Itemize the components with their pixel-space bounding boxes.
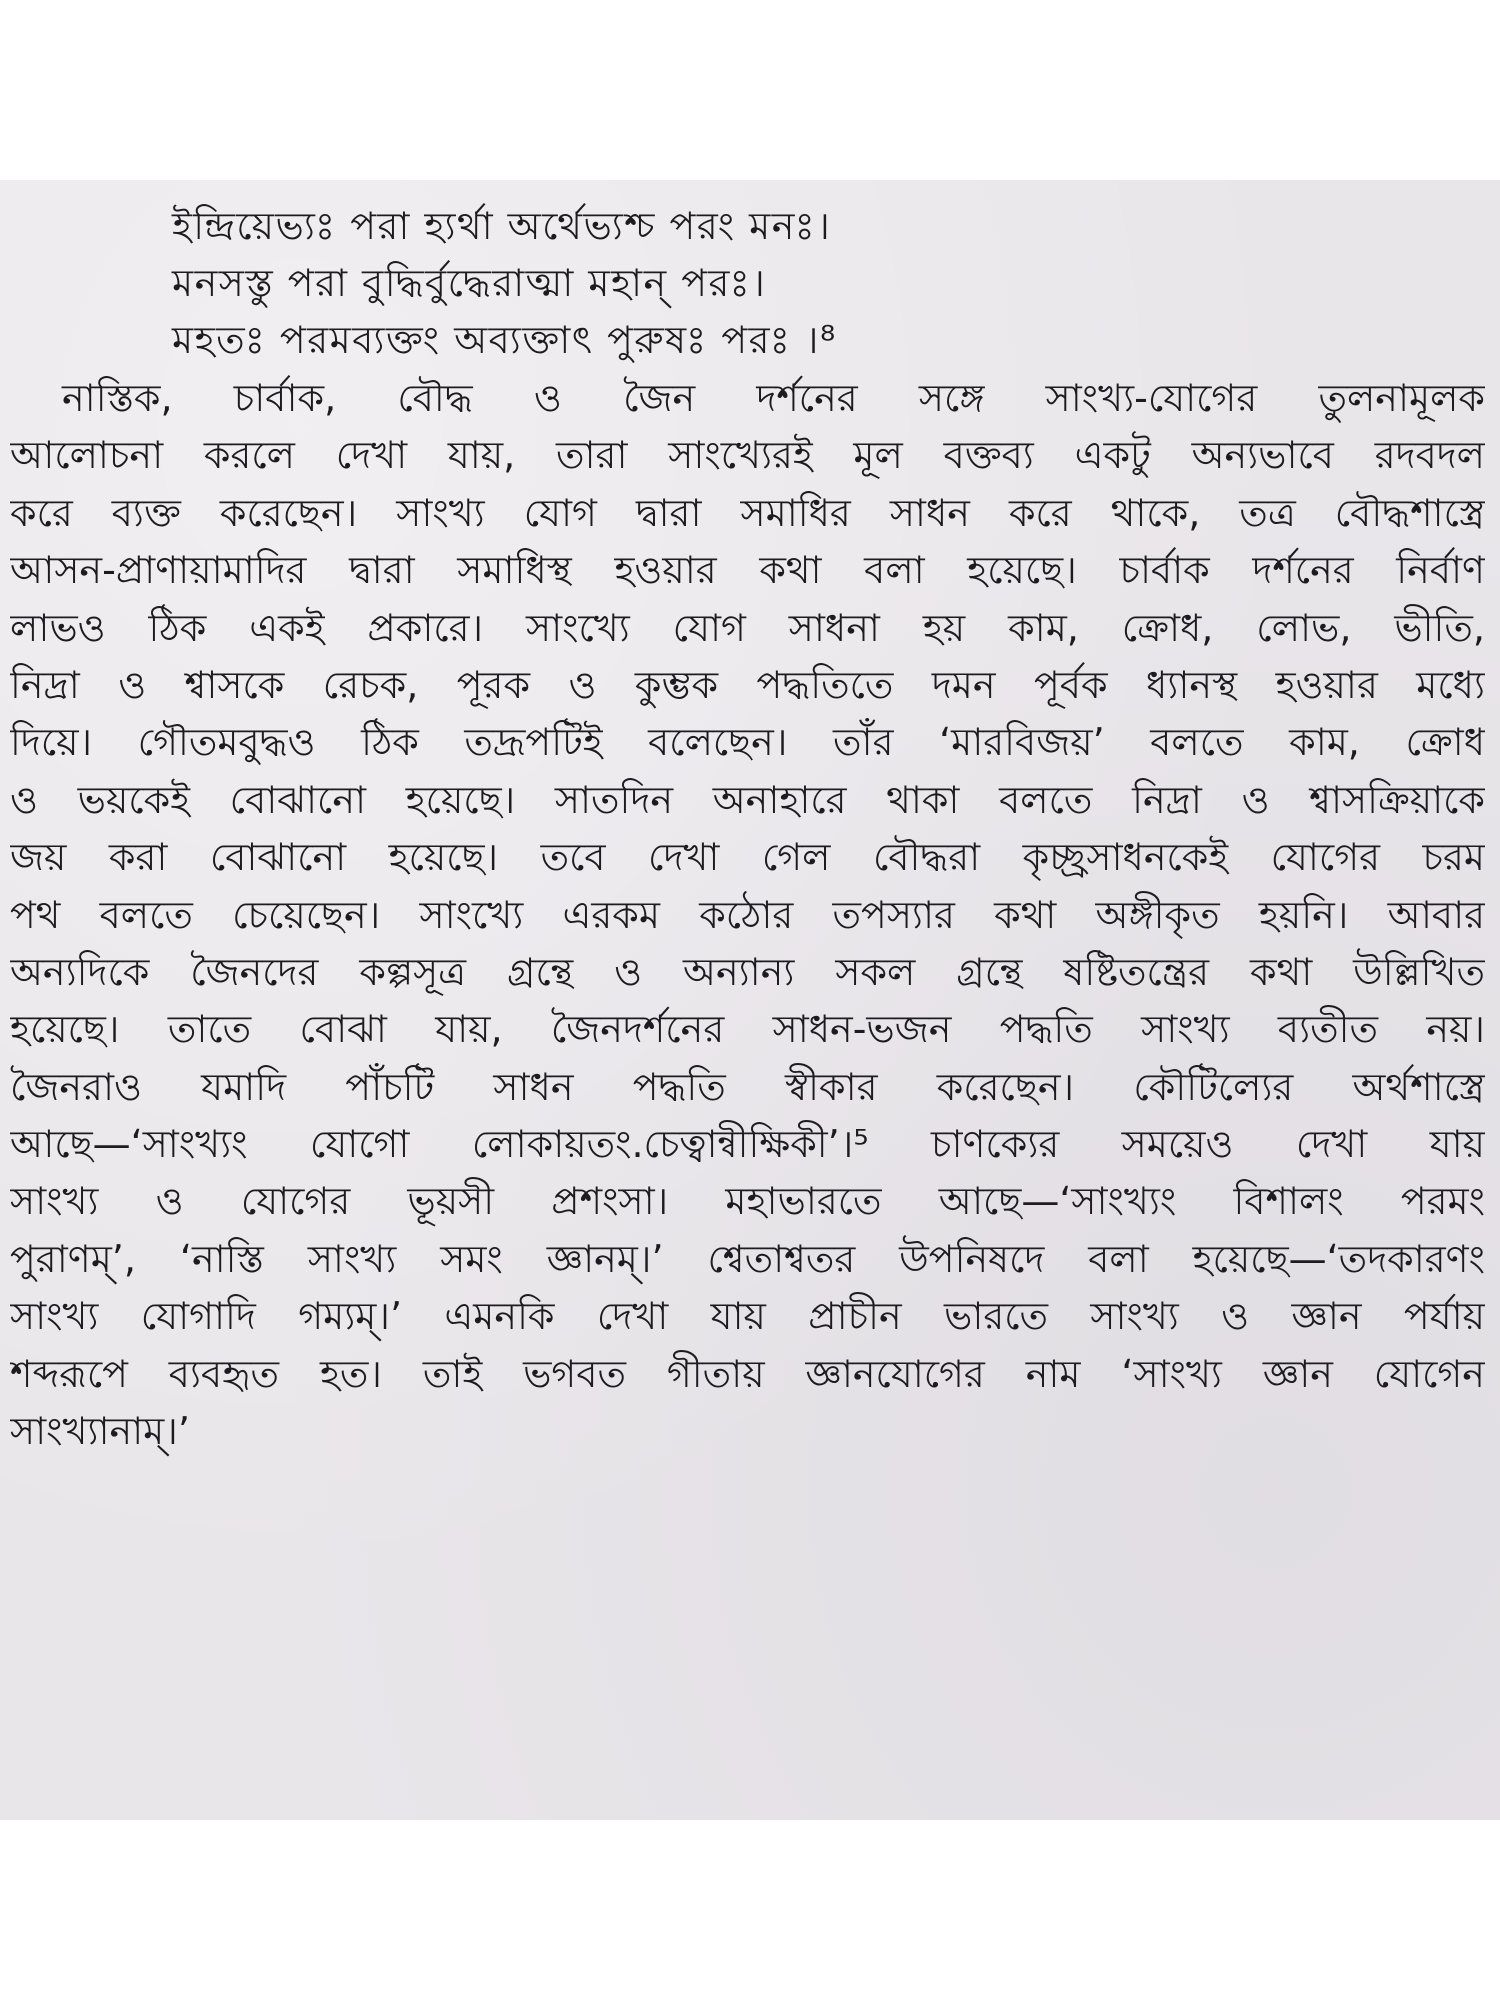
text-line: সাংখ্য যোগাদি গম্যম্।’ এমনকি দেখা যায় প্রাচীন ভারতে সাংখ্য ও জ্ঞান পর্যায় [10,1294,1485,1339]
text-line: নাস্তিক, চার্বাক, বৌদ্ধ ও জৈন দর্শনের সঙ্গে সাংখ্য-যোগের তুলনামূলক [62,376,1485,420]
text-line: আছে—‘সাংখ্যং যোগো লোকায়তং.চেত্বান্বীক্ষিকী’।⁵ চাণক্যের সময়েও দেখা যায় [10,1122,1485,1167]
text-line: অন্যদিকে জৈনদের কল্পসূত্র গ্রন্থে ও অন্যান্য সকল গ্রন্থে ষষ্টিতন্ত্রের কথা উল্লিখিত [10,949,1485,994]
text-line: সাংখ্যানাম্।’ [10,1409,190,1454]
text-line: জয় করা বোঝানো হয়েছে। তবে দেখা গেল বৌদ্ধরা কৃচ্ছ্রসাধনকেই যোগের চরম [10,835,1485,880]
text-line: করে ব্যক্ত করেছেন। সাংখ্য যোগ দ্বারা সমাধির সাধন করে থাকে, তত্র বৌদ্ধশাস্ত্রে [10,490,1485,535]
text-line: নিদ্রা ও শ্বাসকে রেচক, পূরক ও কুম্ভক পদ্ধতিতে দমন পূর্বক ধ্যানস্থ হওয়ার মধ্যে [10,662,1485,707]
text-line: আলোচনা করলে দেখা যায়, তারা সাংখ্যেরই মূল বক্তব্য একটু অন্যভাবে রদবদল [10,433,1485,478]
text-line: জৈনরাও যমাদি পাঁচটি সাধন পদ্ধতি স্বীকার করেছেন। কৌটিল্যের অর্থশাস্ত্রে [10,1064,1485,1109]
text-line: ও ভয়কেই বোঝানো হয়েছে। সাতদিন অনাহারে থাকা বলতে নিদ্রা ও শ্বাসক্রিয়াকে [10,777,1485,822]
text-line: সাংখ্য ও যোগের ভূয়সী প্রশংসা। মহাভারতে আছে—‘সাংখ্যং বিশালং পরমং [10,1179,1485,1224]
text-line: শব্দরূপে ব্যবহৃত হত। তাই ভগবত গীতায় জ্ঞানযোগের নাম ‘সাংখ্য জ্ঞান যোগেন [10,1351,1485,1396]
verse-line: ইন্দ্রিয়েভ্যঃ পরা হ্যর্থা অর্থেভ্যশ্চ পরং মনঃ। [172,204,832,248]
text-line: দিয়ে। গৌতমবুদ্ধও ঠিক তদ্রূপটিই বলেছেন। তাঁর ‘মারবিজয়’ বলতে কাম, ক্রোধ [10,720,1485,765]
body-paragraph [10,370,1485,1460]
text-line: পুরাণম্’, ‘নাস্তি সাংখ্য সমং জ্ঞানম্।’ শ্বেতাশ্বতর উপনিষদে বলা হয়েছে—‘তদকারণং [10,1236,1485,1281]
verse-block [172,198,1372,369]
text-line: আসন-প্রাণায়ামাদির দ্বারা সমাধিস্থ হওয়ার কথা বলা হয়েছে। চার্বাক দর্শনের নির্বাণ [10,548,1485,593]
text-line: পথ বলতে চেয়েছেন। সাংখ্যে এরকম কঠোর তপস্যার কথা অঙ্গীকৃত হয়নি। আবার [10,892,1485,937]
text-line: হয়েছে। তাতে বোঝা যায়, জৈনদর্শনের সাধন-ভজন পদ্ধতি সাংখ্য ব্যতীত নয়। [10,1007,1485,1052]
verse-line: মহতঃ পরমব্যক্তং অব্যক্তাৎ পুরুষঃ পরঃ ।⁸ [172,318,837,362]
scanned-page [0,180,1500,1820]
verse-line: মনসস্তু পরা বুদ্ধির্বুদ্ধেরাত্মা মহান্ পরঃ। [172,261,767,305]
text-line: লাভও ঠিক একই প্রকারে। সাংখ্যে যোগ সাধনা হয় কাম, ক্রোধ, লোভ, ভীতি, [10,605,1485,650]
